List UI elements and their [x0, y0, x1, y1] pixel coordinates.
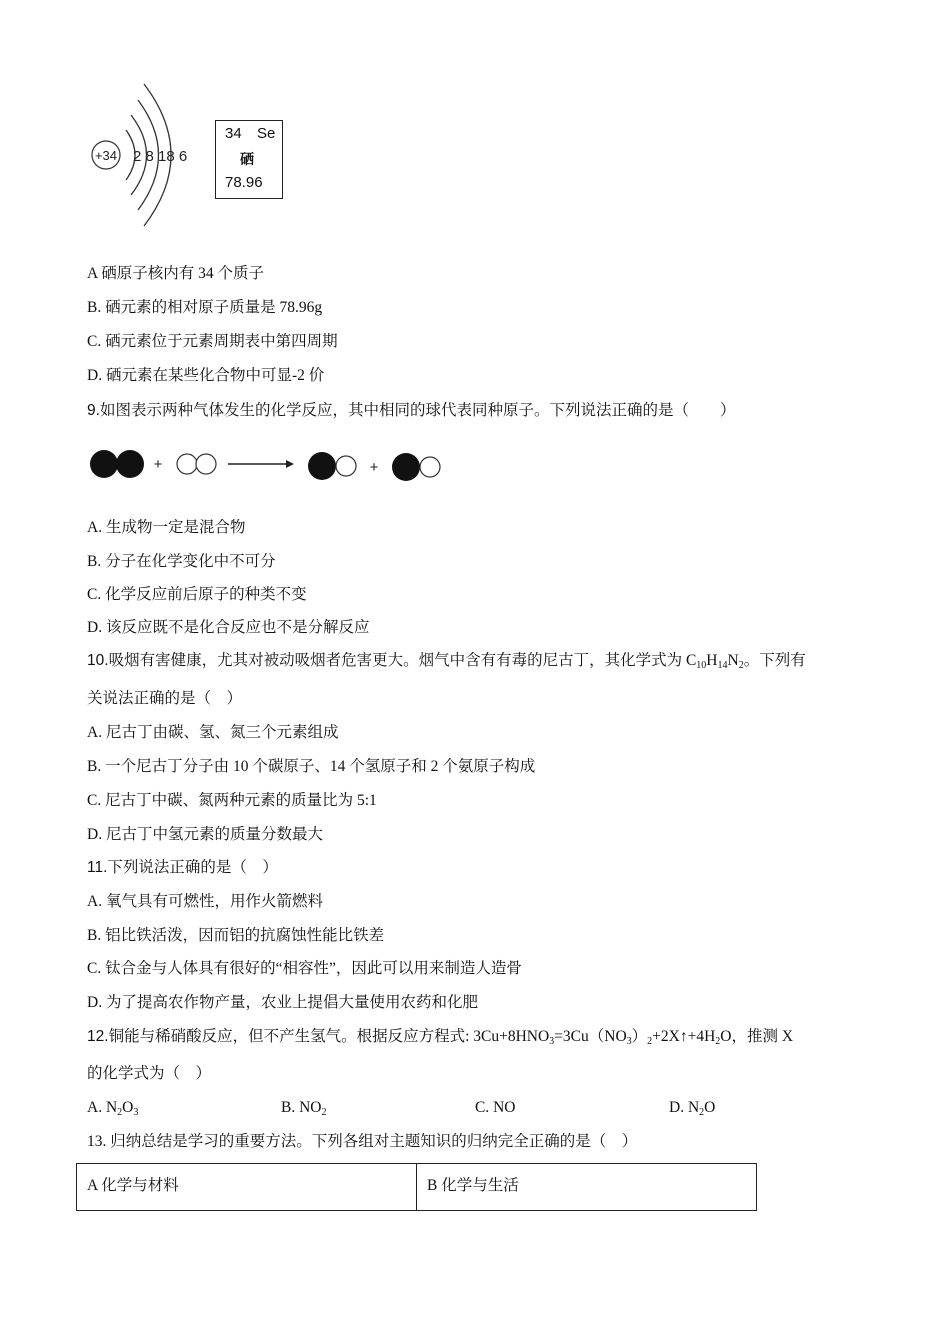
q12-text: =3Cu（NO: [554, 1028, 627, 1045]
q10-sub: 10: [696, 660, 707, 671]
q8-option-a: A 硒原子核内有 34 个质子: [87, 265, 264, 282]
q10-text: H: [706, 652, 718, 669]
q11-number: 11.: [87, 859, 108, 876]
table-row: [77, 1164, 757, 1211]
q12-text: +2X↑+4H: [652, 1028, 716, 1045]
atomic-number: 34: [225, 125, 242, 142]
q10-sub: 2: [738, 660, 744, 671]
white-atom: [177, 454, 197, 474]
q12-option-a-text: O: [122, 1099, 134, 1116]
element-symbol: Se: [257, 125, 276, 142]
q11-stem: [87, 858, 278, 878]
table-header-b: B 化学与生活: [417, 1164, 757, 1211]
q9-option-b: B. 分子在化学变化中不可分: [87, 553, 276, 570]
q13-table: [76, 1163, 757, 1211]
q8-option-b: B. 硒元素的相对原子质量是 78.96g: [87, 299, 323, 316]
black-atom: [308, 452, 336, 480]
white-atom: [196, 454, 216, 474]
q12-stem: [87, 1027, 793, 1047]
q12-option-d-text: O: [704, 1099, 716, 1116]
q10-option-d: D. 尼古丁中氢元素的质量分数最大: [87, 826, 323, 843]
q12-sub: 3: [133, 1107, 139, 1118]
q9-stem: [87, 401, 735, 421]
q10-stem: [87, 651, 806, 671]
q12-text: 铜能与稀硝酸反应，但不产生氢气。根据反应方程式: 3Cu+8HNO: [108, 1028, 550, 1045]
q12-text: ）: [631, 1028, 648, 1045]
selenium-atom-structure-diagram: [86, 80, 196, 230]
q12-sub: 3: [626, 1036, 632, 1047]
q10-text-b: 。下列有: [743, 652, 806, 669]
black-atom: [392, 453, 420, 481]
white-atom: [336, 456, 356, 476]
q11-option-b: B. 铝比铁活泼，因而铝的抗腐蚀性能比铁差: [87, 927, 385, 944]
plus-sign: +: [369, 459, 379, 476]
table-header-a: A 化学与材料: [77, 1164, 417, 1211]
q12-sub: 2: [647, 1036, 653, 1047]
q9-option-c: C. 化学反应前后原子的种类不变: [87, 586, 307, 603]
q10-option-c: C. 尼古丁中碳、氮两种元素的质量比为 5:1: [87, 792, 377, 809]
q12-sub: 2: [699, 1107, 705, 1118]
q10-stem-line2: 关说法正确的是（ ）: [87, 690, 243, 707]
q10-text: N: [727, 652, 739, 669]
q10-text-a: 吸烟有害健康，尤其对被动吸烟者危害更大。烟气中含有有毒的尼古丁，其化学式为 C: [108, 652, 697, 669]
q11-option-a: A. 氧气具有可燃性，用作火箭燃料: [87, 893, 323, 910]
reaction-arrowhead: [286, 460, 294, 468]
q10-number: 10.: [87, 652, 109, 669]
q12-sub: 2: [321, 1107, 327, 1118]
q10-option-b: B. 一个尼古丁分子由 10 个碳原子、14 个氢原子和 2 个氨原子构成: [87, 758, 536, 775]
q12-stem-line2: 的化学式为（ ）: [87, 1065, 212, 1082]
q11-text: 下列说法正确的是（ ）: [107, 859, 278, 876]
q12-option-d: [669, 1098, 715, 1118]
q8-option-c: C. 硒元素位于元素周期表中第四周期: [87, 333, 338, 350]
nucleus-label: +34: [94, 148, 118, 163]
q8-option-d: D. 硒元素在某些化合物中可显-2 价: [87, 367, 325, 384]
q12-option-d-text: D. N: [669, 1099, 700, 1116]
white-atom: [420, 457, 440, 477]
element-name: 硒: [240, 152, 254, 168]
black-atom: [116, 450, 144, 478]
black-atom: [90, 450, 118, 478]
q12-sub: 2: [117, 1107, 123, 1118]
q9-text: 如图表示两种气体发生的化学反应，其中相同的球代表同种原子。下列说法正确的是（ ）: [99, 402, 736, 419]
q12-number: 12.: [87, 1028, 109, 1045]
q13-stem: 13. 归纳总结是学习的重要方法。下列各组对主题知识的归纳完全正确的是（ ）: [87, 1133, 638, 1150]
atomic-mass: 78.96: [225, 174, 263, 191]
q9-option-a: A. 生成物一定是混合物: [87, 519, 246, 536]
q12-option-b-text: B. NO: [281, 1099, 322, 1116]
q9-number: 9.: [87, 402, 100, 419]
plus-sign: +: [153, 456, 163, 473]
q11-option-d: D. 为了提高农作物产量，农业上提倡大量使用农药和化肥: [87, 994, 478, 1011]
reaction-diagram: [86, 446, 456, 486]
q12-option-b: [281, 1098, 326, 1118]
q9-option-d: D. 该反应既不是化合反应也不是分解反应: [87, 619, 370, 636]
q12-text: O，推测 X: [720, 1028, 794, 1045]
shell-electron-counts: 2 8 18 6: [133, 148, 188, 165]
periodic-table-cell: [215, 120, 283, 199]
q11-option-c: C. 钛合金与人体具有很好的“相容性”，因此可以用来制造人造骨: [87, 960, 522, 977]
q12-sub: 2: [715, 1036, 721, 1047]
q10-option-a: A. 尼古丁由碳、氢、氮三个元素组成: [87, 724, 339, 741]
q12-option-a: [87, 1098, 138, 1118]
q12-option-a-text: A. N: [87, 1099, 118, 1116]
q10-sub: 14: [717, 660, 728, 671]
q12-option-c: C. NO: [475, 1099, 516, 1116]
q12-sub: 3: [549, 1036, 555, 1047]
